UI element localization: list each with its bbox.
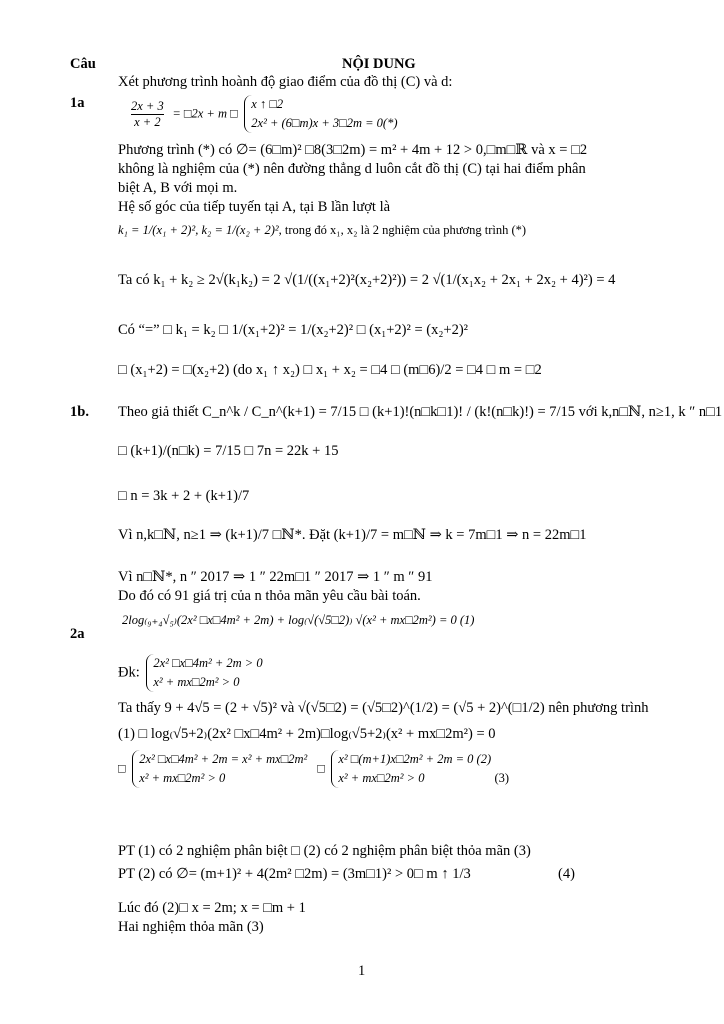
domain-system <box>146 654 262 692</box>
paragraph-line-1: Phương trình (*) có ∅= (6□m)² □8(3□2m) = m² + 4m + 12 > 0,□m□ℝ và x = □2 <box>118 142 588 158</box>
pt2-line <box>118 866 575 883</box>
system-a <box>132 750 307 788</box>
step-2: □ n = 3k + 2 + (k+1)/7 <box>118 488 250 504</box>
eq1-denominator: x + 2 <box>131 114 163 130</box>
domain-condition <box>118 654 263 692</box>
roots-line: Lúc đó (2)□ x = 2m; x = □m + 1 <box>118 900 306 916</box>
conclusion-1b: Do đó có 91 giá trị của n thỏa mãn yêu cầu bài toán. <box>118 588 421 604</box>
equation-2: 2log₍₉₊₄√₅₎(2x² □x□4m² + 2m) + log₍√(√5□2)₎ √(x² + mx□2m²) = 0 (1) <box>122 613 475 627</box>
observation-line: Ta thấy 9 + 4√5 = (2 + √5)² và √(√5□2) = (√5□2)^(1/2) = (√5 + 2)^(□1/2) nên phương trình <box>118 700 649 716</box>
step-1: □ (k+1)/(n□k) = 7/15 □ 7n = 22k + 15 <box>118 443 339 459</box>
system-1-line-1: x ↑ □2 <box>251 97 284 111</box>
page-number: 1 <box>358 963 366 979</box>
system-1-line-2: 2x² + (6□m)x + 3□2m = 0(*) <box>251 116 398 130</box>
paragraph-line-2: không là nghiệm của (*) nên đường thẳng d luôn cắt đồ thị (C) tại hai điểm phân <box>118 161 586 177</box>
equiv-symbol-1: □ <box>118 761 126 776</box>
equality-condition: Có “=” □ k₁ = k₂ □ 1/(x₁+2)² = 1/(x₂+2)² □ (x₁+2)² = (x₂+2)² <box>118 322 469 338</box>
hypothesis-line: Theo giả thiết C_n^k / C_n^(k+1) = 7/15 □ (k+1)!(n□k□1)! / (k!(n□k)!) = 7/15 với k,n□ℕ, n≥1, k ″ n□1 <box>118 404 723 420</box>
question-label-1b: 1b. <box>70 404 89 420</box>
equation-3: (1) □ log₍√5+2₎(2x² □x□4m² + 2m)□log₍√5+2₎(x² + mx□2m²) = 0 <box>118 726 496 742</box>
question-label-1a: 1a <box>70 95 85 111</box>
final-line: Hai nghiệm thỏa mãn (3) <box>118 919 264 935</box>
condition-line-2: Vì n□ℕ*, n ″ 2017 ⇒ 1 ″ 22m□1 ″ 2017 ⇒ 1 ″ m ″ 91 <box>118 569 433 585</box>
system-b-line-2 <box>338 769 509 788</box>
column-header-cau: Câu <box>70 56 96 72</box>
k-definitions: k₁ = 1/(x₁ + 2)², k₂ = 1/(x₂ + 2)² <box>118 223 279 237</box>
domain-label: Đk: <box>118 664 140 681</box>
paragraph-line-3: biệt A, B với mọi m. <box>118 180 238 196</box>
pt2-text: PT (2) có ∅= (m+1)² + 4(2m² □2m) = (3m□1)² > 0□ m ↑ 1/3 <box>118 866 471 882</box>
equation-1 <box>126 95 398 133</box>
eq1-rhs: = □2x + m □ <box>172 106 238 121</box>
k-definitions-tail: , trong đó x₁, x₂ là 2 nghiệm của phương trình (*) <box>278 223 527 237</box>
system-b-line-1: x² □(m+1)x□2m² + 2m = 0 (2) <box>338 752 492 766</box>
system-1 <box>244 95 397 133</box>
system-b-tag: (3) <box>494 771 510 785</box>
inequality-line: Ta có k₁ + k₂ ≥ 2√(k₁k₂) = 2 √(1/((x₁+2)²(x₂+2)²)) = 2 √(1/(x₁x₂ + 2x₁ + 2x₂ + 4)²) = 4 <box>118 272 616 288</box>
pt1-line: PT (1) có 2 nghiệm phân biệt □ (2) có 2 nghiệm phân biệt thỏa mãn (3) <box>118 843 531 859</box>
system-b <box>331 750 509 788</box>
pt2-tag: (4) <box>557 866 575 882</box>
domain-line-2: x² + mx□2m² > 0 <box>153 675 240 689</box>
intro-text: Xét phương trình hoành độ giao điểm của đồ thị (C) và d: <box>118 74 453 90</box>
equiv-symbol-2: □ <box>310 761 325 776</box>
system-a-line-1: 2x² □x□4m² + 2m = x² + mx□2m² <box>139 752 308 766</box>
system-a-line-2: x² + mx□2m² > 0 <box>139 771 226 785</box>
column-header-content: NỘI DUNG <box>342 56 416 72</box>
paragraph-line-4: Hệ số góc của tiếp tuyến tại A, tại B lần lượt là <box>118 199 391 215</box>
equivalent-systems <box>118 750 509 788</box>
condition-line-1: Vì n,k□ℕ, n≥1 ⇒ (k+1)/7 □ℕ*. Đặt (k+1)/7 = m□ℕ ⇒ k = 7m□1 ⇒ n = 22m□1 <box>118 527 587 543</box>
domain-line-1: 2x² □x□4m² + 2m > 0 <box>153 656 263 670</box>
question-label-2a: 2a <box>70 626 85 642</box>
slope-definitions <box>118 222 526 239</box>
solution-line-1a: □ (x₁+2) = □(x₂+2) (do x₁ ↑ x₂) □ x₁ + x₂ = □4 □ (m□6)/2 = □4 □ m = □2 <box>118 362 542 378</box>
system-b-line-2-text: x² + mx□2m² > 0 <box>338 771 425 785</box>
eq1-numerator: 2x + 3 <box>131 98 164 113</box>
eq1-fraction <box>128 99 167 130</box>
